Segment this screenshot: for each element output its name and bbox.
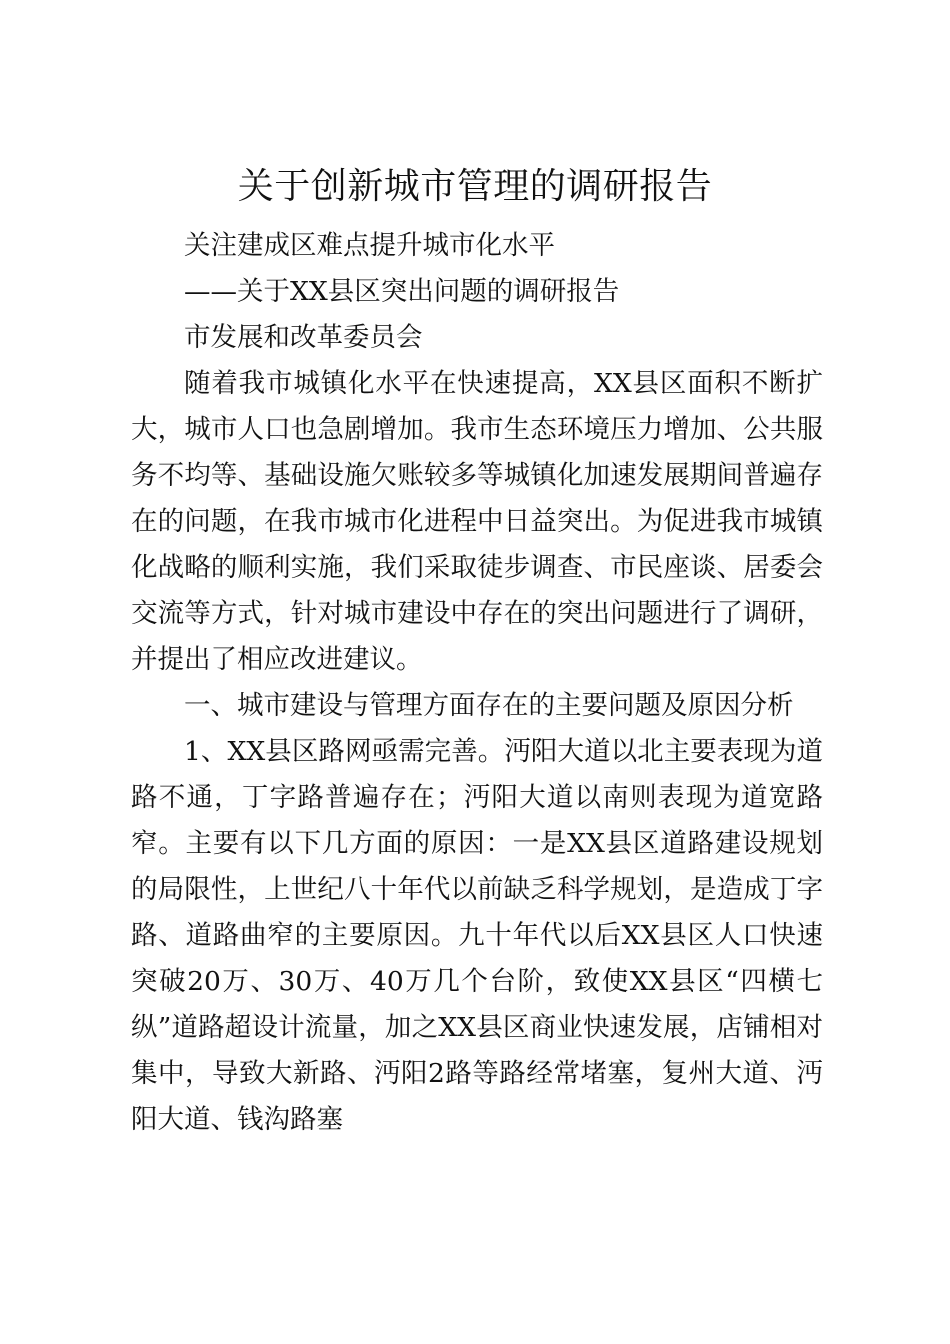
body-paragraph: 1、XX县区路网亟需完善。沔阳大道以北主要表现为道路不通，丁字路普遍存在；沔阳大道以南则表现为道宽路窄。主要有以下几方面的原因：一是XX县区道路建设规划的局限性，上世纪八十年代以前缺乏科学规划，是造成丁字路、道路曲窄的主要原因。九十年代以后XX县区人口快速突破20万、30万、40万几个台阶，致使XX县区“四横七纵”道路超设计流量，加之XX县区商业快速发展，店铺相对集中，导致大新路、沔阳2路等路经常堵塞，复州大道、沔阳大道、钱沟路塞 xyxy=(131,736,823,1135)
document-title: 关于创新城市管理的调研报告 xyxy=(237,166,713,207)
document-body xyxy=(131,223,823,1143)
intro-paragraph: 随着我市城镇化水平在快速提高，XX县区面积不断扩大，城市人口也急剧增加。我市生态环境压力增加、公共服务不均等、基础设施欠账较多等城镇化加速发展期间普遍存在的问题，在我市城市化进程中日益突出。为促进我市城镇化战略的顺利实施，我们采取徒步调查、市民座谈、居委会交流等方式，针对城市建设中存在的突出问题进行了调研，并提出了相应改进建议。 xyxy=(131,368,823,675)
document-author: 市发展和改革委员会 xyxy=(184,322,423,353)
document-subtitle: 关注建成区难点提升城市化水平 xyxy=(184,230,555,261)
section-heading: 一、城市建设与管理方面存在的主要问题及原因分析 xyxy=(184,690,794,721)
document-subtitle-secondary: ——关于XX县区突出问题的调研报告 xyxy=(184,276,620,307)
